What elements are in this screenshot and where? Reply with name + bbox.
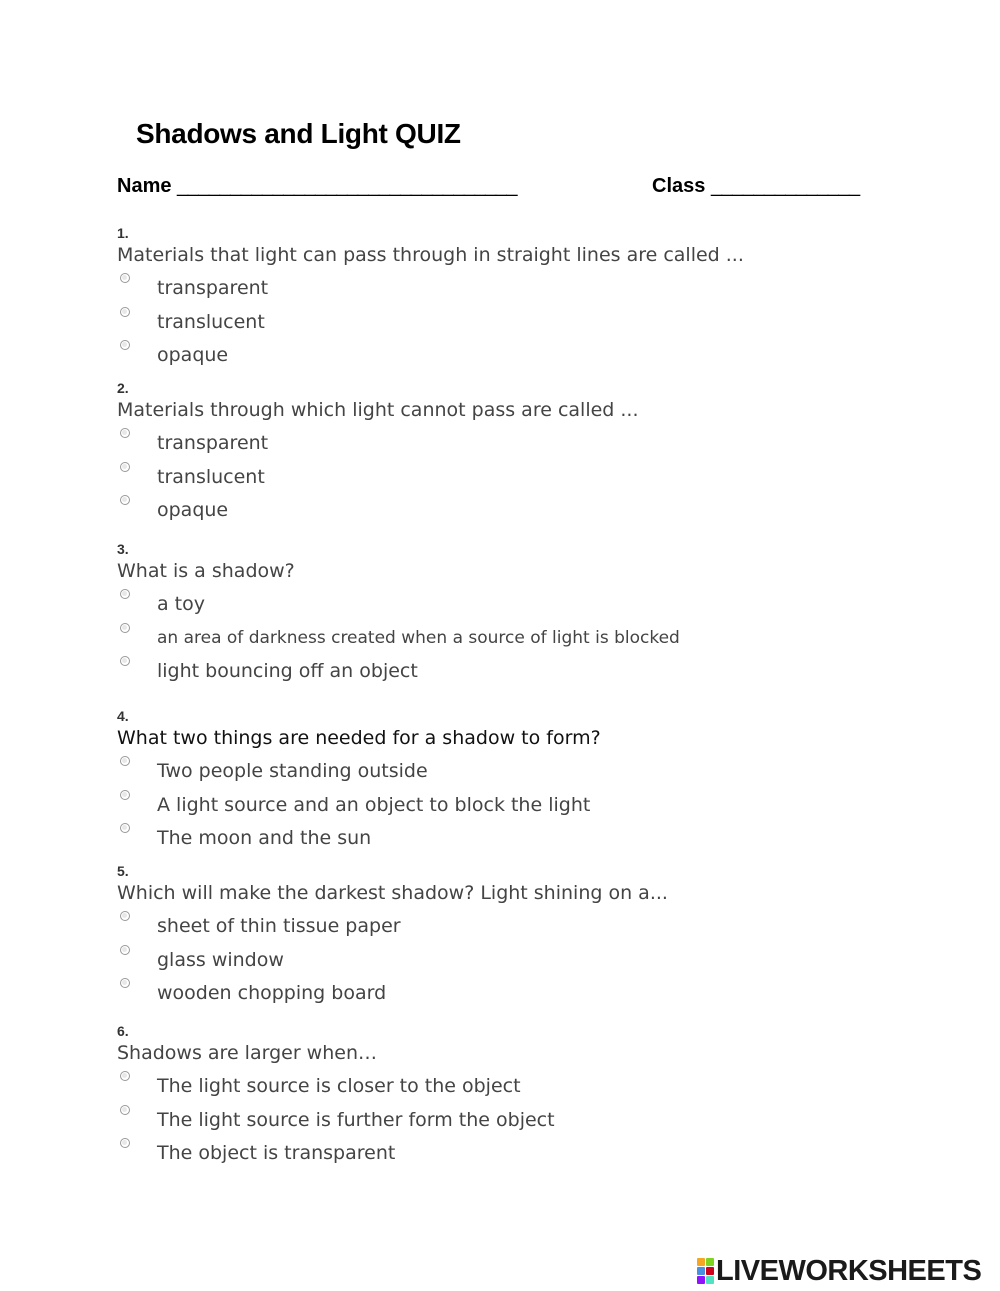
answer-label: The light source is further form the object	[157, 1108, 555, 1131]
liveworksheets-logo	[697, 1256, 981, 1286]
radio-button-icon[interactable]	[120, 589, 130, 599]
name-blank-line[interactable]: ________________________________	[177, 175, 517, 197]
answer-option[interactable]	[117, 271, 744, 305]
radio-button-icon[interactable]	[120, 1138, 130, 1148]
answer-options	[117, 909, 668, 1010]
logo-block	[706, 1267, 714, 1275]
radio-button-icon[interactable]	[120, 495, 130, 505]
answer-label: transparent	[157, 277, 269, 299]
radio-button-icon[interactable]	[120, 978, 130, 988]
question-text: Shadows are larger when…	[117, 1042, 377, 1064]
question-number: 3.	[117, 541, 129, 557]
radio-button-icon[interactable]	[120, 462, 130, 472]
class-label: Class	[652, 175, 706, 197]
answer-option[interactable]	[117, 754, 601, 788]
answer-options	[117, 426, 639, 527]
radio-button-icon[interactable]	[120, 790, 130, 800]
answer-option[interactable]	[117, 621, 680, 655]
question-text: What is a shadow?	[117, 560, 295, 582]
question-number: 6.	[117, 1023, 129, 1039]
class-blank-line[interactable]: ______________	[710, 175, 860, 197]
answer-option[interactable]	[117, 821, 601, 855]
liveworksheets-wordmark: LIVEWORKSHEETS	[716, 1254, 982, 1287]
answer-label: translucent	[157, 465, 265, 488]
answer-label: an area of darkness created when a source of light is blocked	[157, 627, 680, 648]
radio-button-icon[interactable]	[120, 273, 130, 283]
answer-option[interactable]	[117, 305, 744, 339]
answer-option[interactable]	[117, 1136, 396, 1170]
answer-option[interactable]	[117, 1069, 521, 1103]
answer-option[interactable]	[117, 788, 601, 822]
answer-option[interactable]	[117, 1103, 555, 1137]
question-text: What two things are needed for a shadow to form?	[117, 727, 601, 749]
question-number: 4.	[117, 708, 129, 724]
radio-button-icon[interactable]	[120, 1105, 130, 1115]
question-text: Which will make the darkest shadow? Light shining on a...	[117, 882, 668, 904]
radio-button-icon[interactable]	[120, 656, 130, 666]
question-number: 5.	[117, 863, 129, 879]
question-1	[117, 224, 744, 372]
answer-label: sheet of thin tissue paper	[157, 915, 401, 937]
question-number: 2.	[117, 380, 129, 396]
answer-options	[117, 1069, 555, 1170]
name-label: Name	[117, 175, 172, 197]
answer-label: glass window	[157, 948, 284, 971]
answer-label: opaque	[157, 344, 229, 366]
radio-button-icon[interactable]	[120, 623, 130, 633]
answer-option[interactable]	[117, 587, 295, 621]
answer-option[interactable]	[117, 976, 668, 1010]
radio-button-icon[interactable]	[120, 307, 130, 317]
class-field[interactable]	[652, 175, 860, 198]
question-3	[117, 540, 680, 688]
answer-label: The moon and the sun	[157, 827, 372, 849]
answer-options	[117, 754, 601, 855]
answer-option[interactable]	[117, 426, 639, 460]
answer-option[interactable]	[117, 338, 744, 372]
answer-options	[117, 587, 680, 688]
answer-option[interactable]	[117, 909, 668, 943]
answer-label: transparent	[157, 432, 269, 454]
logo-block	[697, 1276, 705, 1284]
answer-option[interactable]	[117, 460, 639, 494]
answer-option[interactable]	[117, 654, 418, 688]
radio-button-icon[interactable]	[120, 945, 130, 955]
radio-button-icon[interactable]	[120, 428, 130, 438]
quiz-title: Shadows and Light QUIZ	[136, 118, 461, 149]
answer-label: The light source is closer to the object	[157, 1075, 521, 1097]
answer-option[interactable]	[117, 943, 668, 977]
question-4	[117, 707, 601, 855]
question-2	[117, 379, 639, 527]
logo-block	[697, 1258, 705, 1266]
answer-label: A light source and an object to block the light	[157, 793, 591, 816]
logo-block	[706, 1276, 714, 1284]
radio-button-icon[interactable]	[120, 1071, 130, 1081]
answer-label: translucent	[157, 310, 265, 333]
question-5	[117, 862, 668, 1010]
liveworksheets-blocks-icon	[697, 1258, 714, 1284]
answer-options	[117, 271, 744, 372]
question-text: Materials that light can pass through in straight lines are called ...	[117, 244, 744, 266]
answer-option[interactable]	[117, 493, 639, 527]
answer-label: opaque	[157, 499, 229, 521]
radio-button-icon[interactable]	[120, 756, 130, 766]
question-number: 1.	[117, 225, 129, 241]
answer-label: light bouncing off an object	[157, 660, 418, 682]
question-text: Materials through which light cannot pass are called ...	[117, 399, 639, 421]
logo-block	[706, 1258, 714, 1266]
answer-label: Two people standing outside	[157, 760, 428, 782]
radio-button-icon[interactable]	[120, 823, 130, 833]
radio-button-icon[interactable]	[120, 340, 130, 350]
radio-button-icon[interactable]	[120, 911, 130, 921]
answer-label: a toy	[157, 593, 206, 615]
name-field[interactable]	[117, 175, 517, 198]
logo-block	[697, 1267, 705, 1275]
answer-label: wooden chopping board	[157, 982, 387, 1004]
answer-label: The object is transparent	[157, 1142, 396, 1164]
question-6	[117, 1022, 555, 1170]
